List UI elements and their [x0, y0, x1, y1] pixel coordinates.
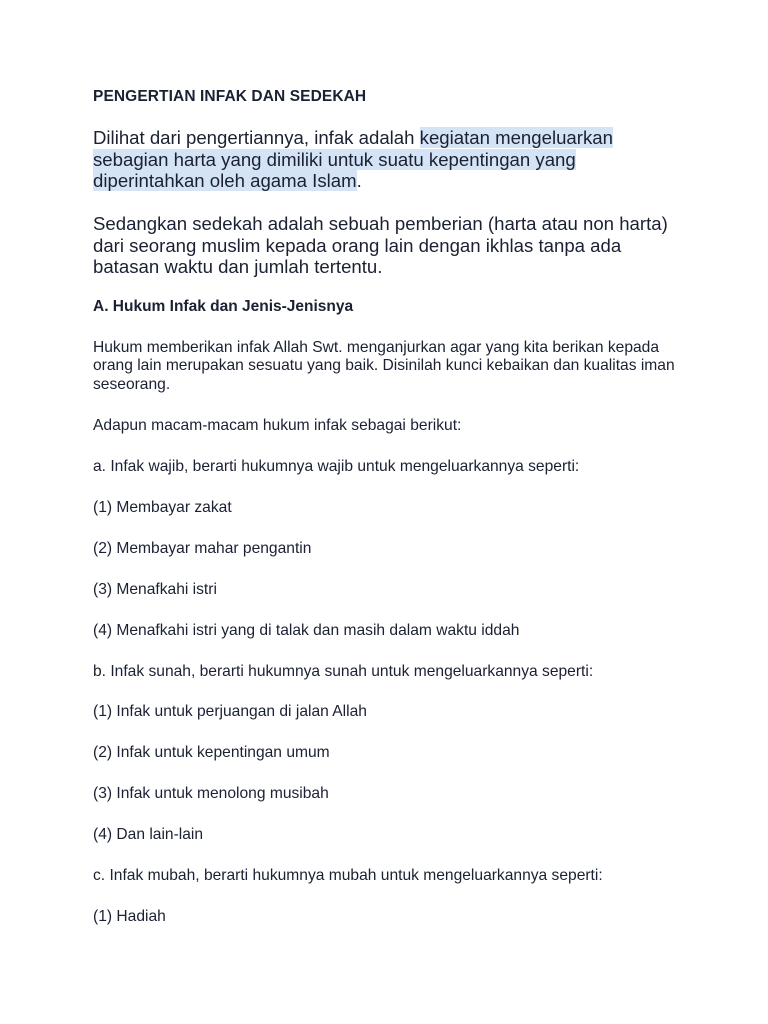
list-intro-line: Adapun macam-macam hukum infak sebagai berikut: — [93, 417, 462, 434]
list-heading-mubah: c. Infak mubah, berarti hukumnya mubah untuk mengeluarkannya seperti: — [93, 867, 603, 884]
infak-definition-intro: Dilihat dari pengertiannya, infak adalah — [93, 127, 420, 148]
sedekah-definition-paragraph: Sedangkan sedekah adalah sebuah pemberian (harta atau non harta) dari seorang muslim kepada orang lain dengan ikhlas tanpa ada batasan waktu dan jumlah tertentu. — [93, 213, 668, 277]
list-item: (2) Infak untuk kepentingan umum — [93, 744, 330, 761]
list-heading-sunah: b. Infak sunah, berarti hukumnya sunah untuk mengeluarkannya seperti: — [93, 663, 594, 680]
list-item: (4) Dan lain-lain — [93, 826, 204, 843]
document-title: PENGERTIAN INFAK DAN SEDEKAH — [93, 88, 367, 105]
list-item: (3) Menafkahi istri — [93, 581, 217, 598]
list-item: (1) Membayar zakat — [93, 499, 232, 516]
list-heading-wajib: a. Infak wajib, berarti hukumnya wajib untuk mengeluarkannya seperti: — [93, 458, 580, 475]
infak-definition-end: . — [356, 170, 362, 191]
highlighted-text[interactable]: kegiatan mengeluarkan sebagian harta yang dimiliki untuk suatu kepentingan yang diperintahkan oleh agama Islam — [93, 127, 613, 191]
list-item: (2) Membayar mahar pengantin — [93, 540, 312, 557]
list-item: (1) Hadiah — [93, 908, 166, 925]
infak-definition-paragraph — [93, 127, 683, 192]
list-item: (4) Menafkahi istri yang di talak dan masih dalam waktu iddah — [93, 622, 520, 639]
list-item: (3) Infak untuk menolong musibah — [93, 785, 329, 802]
section-a-intro-paragraph: Hukum memberikan infak Allah Swt. menganjurkan agar yang kita berikan kepada orang lain merupakan sesuatu yang baik. Disinilah kunci kebaikan dan kualitas iman seseorang. — [93, 339, 675, 393]
section-a-heading: A. Hukum Infak dan Jenis-Jenisnya — [93, 298, 354, 315]
list-item: (1) Infak untuk perjuangan di jalan Allah — [93, 703, 367, 720]
